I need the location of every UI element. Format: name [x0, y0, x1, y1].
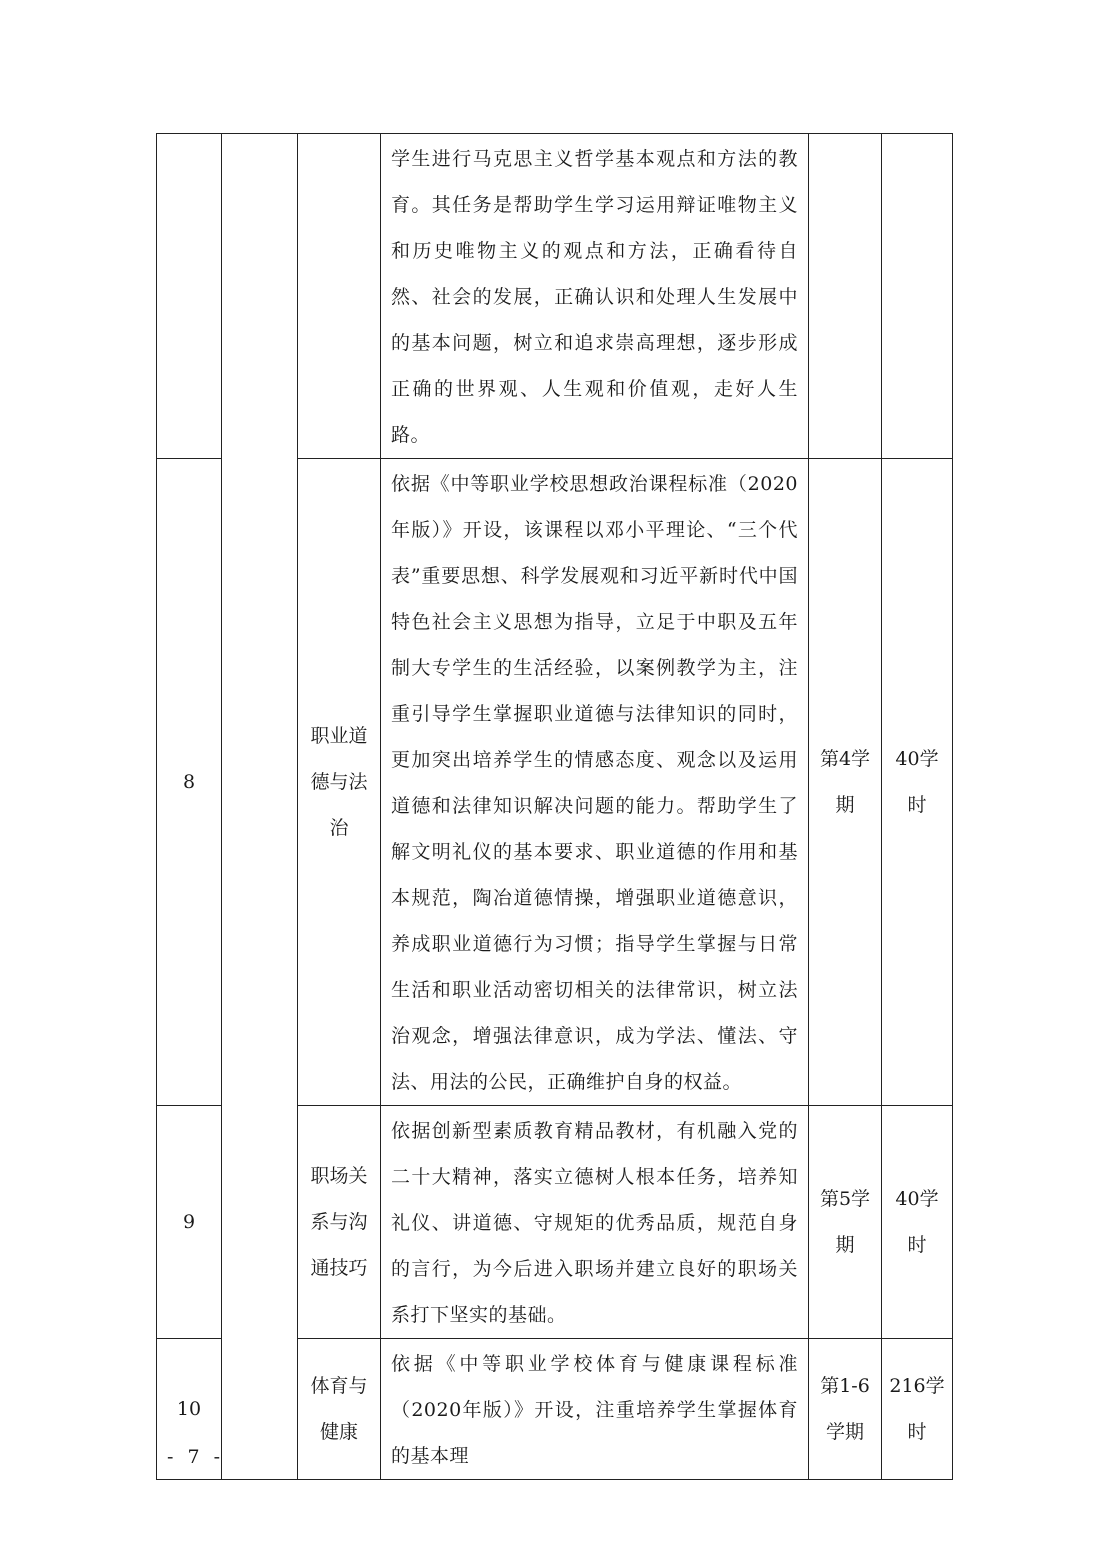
course-name-cell [298, 459, 381, 1106]
course-hours: 40学时 [895, 748, 939, 816]
row-number-cell [157, 1106, 222, 1339]
course-description-cell [381, 134, 809, 459]
course-name: 职业道德与法治 [310, 725, 368, 839]
term-cell [809, 134, 882, 459]
course-description-cell [381, 459, 809, 1106]
course-hours: 216学时 [889, 1375, 945, 1443]
course-table [156, 133, 953, 1480]
row-number: 10 [176, 1398, 202, 1420]
course-name-cell [298, 1106, 381, 1339]
course-description: 依据《中等职业学校体育与健康课程标准（2020年版）》开设，注重培养学生掌握体育的基本理 [391, 1353, 798, 1467]
course-description: 依据创新型素质教育精品教材，有机融入党的二十大精神，落实立德树人根本任务，培养知礼仪、讲道德、守规矩的优秀品质，规范自身的言行，为今后进入职场并建立良好的职场关系打下坚实的基础。 [391, 1120, 798, 1326]
row-number: 8 [182, 771, 196, 793]
course-name: 职场关系与沟通技巧 [310, 1165, 368, 1279]
hours-cell [882, 134, 953, 459]
row-number-cell [157, 459, 222, 1106]
table-row [157, 134, 953, 459]
term-cell [809, 459, 882, 1106]
category-cell [222, 134, 298, 1480]
hours-cell [882, 459, 953, 1106]
term-cell [809, 1339, 882, 1480]
course-term: 第1-6学期 [820, 1375, 870, 1443]
course-hours: 40学时 [895, 1188, 939, 1256]
course-term: 第5学期 [819, 1188, 871, 1256]
row-number: 9 [182, 1211, 196, 1233]
row-number-cell [157, 134, 222, 459]
course-name-cell [298, 134, 381, 459]
course-description: 学生进行马克思主义哲学基本观点和方法的教育。其任务是帮助学生学习运用辩证唯物主义和历史唯物主义的观点和方法，正确看待自然、社会的发展，正确认识和处理人生发展中的基本问题，树立和追求崇高理想，逐步形成正确的世界观、人生观和价值观，走好人生路。 [391, 148, 798, 446]
page-number: - 7 - [167, 1446, 225, 1468]
course-name-cell [298, 1339, 381, 1480]
course-description-cell [381, 1339, 809, 1480]
course-name: 体育与健康 [310, 1375, 368, 1443]
hours-cell [882, 1339, 953, 1480]
hours-cell [882, 1106, 953, 1339]
course-description-cell [381, 1106, 809, 1339]
course-description: 依据《中等职业学校思想政治课程标准（2020年版）》开设，该课程以邓小平理论、“三个代表”重要思想、科学发展观和习近平新时代中国特色社会主义思想为指导，立足于中职及五年制大专学生的生活经验，以案例教学为主，注重引导学生掌握职业道德与法律知识的同时，更加突出培养学生的情感态度、观念以及运用道德和法律知识解决问题的能力。帮助学生了解文明礼仪的基本要求、职业道德的作用和基本规范，陶冶道德情操，增强职业道德意识，养成职业道德行为习惯；指导学生掌握与日常生活和职业活动密切相关的法律常识，树立法治观念，增强法律意识，成为学法、懂法、守法、用法的公民，正确维护自身的权益。 [391, 473, 798, 1093]
course-term: 第4学期 [819, 748, 871, 816]
term-cell [809, 1106, 882, 1339]
